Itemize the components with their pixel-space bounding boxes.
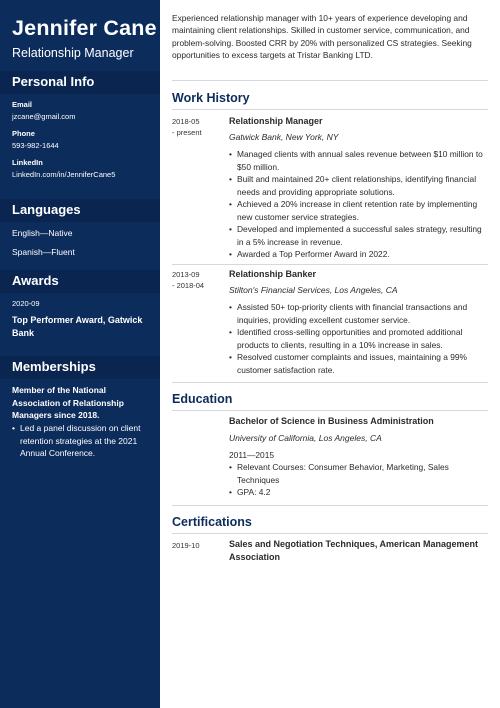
certifications-heading: Certifications: [172, 515, 488, 534]
email-value[interactable]: jzcane@gmail.com: [12, 112, 76, 121]
job-date: [172, 269, 222, 291]
linkedin-label: LinkedIn: [12, 158, 43, 167]
list-item: • Relevant Courses: Consumer Behavior, Marketing, Sales Techniques: [229, 461, 488, 486]
award-date: 2020-09: [12, 299, 40, 308]
phone-block: [12, 129, 157, 150]
job-date: [172, 116, 222, 138]
language-item: Spanish—Fluent: [12, 247, 75, 257]
list-item: • Identified cross-selling opportunities and promoted additional products to clients, resulting in a 10% increase in sales.: [229, 326, 488, 351]
awards-heading: Awards: [0, 270, 160, 293]
linkedin-block: [12, 158, 157, 179]
job-date-end: - present: [172, 128, 202, 137]
award-title: Top Performer Award, Gatwick Bank: [12, 315, 143, 338]
divider: [172, 264, 488, 265]
main-content: [160, 0, 500, 708]
job-title: Relationship Banker: [229, 269, 317, 279]
list-item: • Achieved a 20% increase in client retention rate by implementing new customer service strategies.: [229, 198, 488, 223]
divider: [172, 382, 488, 383]
language-item: English—Native: [12, 228, 73, 238]
phone-value[interactable]: 593-982-1644: [12, 141, 59, 150]
linkedin-value[interactable]: LinkedIn.com/in/JenniferCane5: [12, 170, 116, 179]
list-item: • Built and maintained 20+ client relationships, identifying financial needs and providing appropriate solutions.: [229, 173, 488, 198]
education-years: 2011—2015: [229, 450, 275, 460]
job-company: Stilton's Financial Services, Los Angeles, CA: [229, 285, 398, 295]
email-label: Email: [12, 100, 33, 109]
languages-heading: Languages: [0, 199, 160, 222]
list-item: • Resolved customer complaints and issues, maintaining a 99% customer satisfaction rate.: [229, 351, 488, 376]
list-item: • Developed and implemented a successful sales strategy, resulting in a 5% increase in revenue.: [229, 223, 488, 248]
degree-title: Bachelor of Science in Business Administration: [229, 416, 434, 426]
name-block: [0, 0, 160, 68]
list-item: • GPA: 4.2: [229, 486, 488, 499]
education-bullets: [229, 461, 488, 499]
job-date-end: - 2018-04: [172, 281, 205, 290]
job-date-start: 2013-09: [172, 270, 200, 279]
email-block: [12, 100, 157, 121]
list-item: • Awarded a Top Performer Award in 2022.: [229, 248, 488, 261]
divider: [172, 505, 488, 506]
membership-title: Member of the National Association of Relationship Managers since 2018.: [12, 385, 124, 420]
job-company: Gatwick Bank, New York, NY: [229, 132, 339, 142]
personal-info-heading: Personal Info: [0, 71, 160, 94]
job-bullets: [229, 301, 488, 376]
phone-label: Phone: [12, 129, 35, 138]
candidate-name: Jennifer Cane: [12, 16, 157, 40]
memberships-heading: Memberships: [0, 356, 160, 379]
list-item: • Led a panel discussion on client retention strategies at the 2021 Annual Conference.: [12, 422, 152, 460]
certification-title: Sales and Negotiation Techniques, American Management Association: [229, 539, 479, 562]
job-title: Relationship Manager: [229, 116, 323, 126]
job-date-start: 2018-05: [172, 117, 200, 126]
profile-summary: Experienced relationship manager with 10+ years of experience developing and maintaining client relationships. Skilled in customer service, communication, and problem-solving. Boosted CRR by 20% with personalized CS strategies. Seeking opportunities to excess targets at Tristar Banking LTD.: [172, 13, 472, 61]
membership-bullets: [12, 422, 152, 460]
divider: [172, 80, 488, 81]
work-history-heading: Work History: [172, 91, 488, 110]
education-heading: Education: [172, 392, 488, 411]
job-bullets: [229, 148, 488, 261]
school-name: University of California, Los Angeles, CA: [229, 433, 382, 443]
sidebar: [0, 0, 160, 708]
list-item: • Managed clients with annual sales revenue between $10 million to $50 million.: [229, 148, 488, 173]
candidate-role: Relationship Manager: [12, 46, 134, 60]
certification-date: 2019-10: [172, 541, 200, 550]
list-item: • Assisted 50+ top-priority clients with financial transactions and inquiries, providing excellent customer service.: [229, 301, 488, 326]
